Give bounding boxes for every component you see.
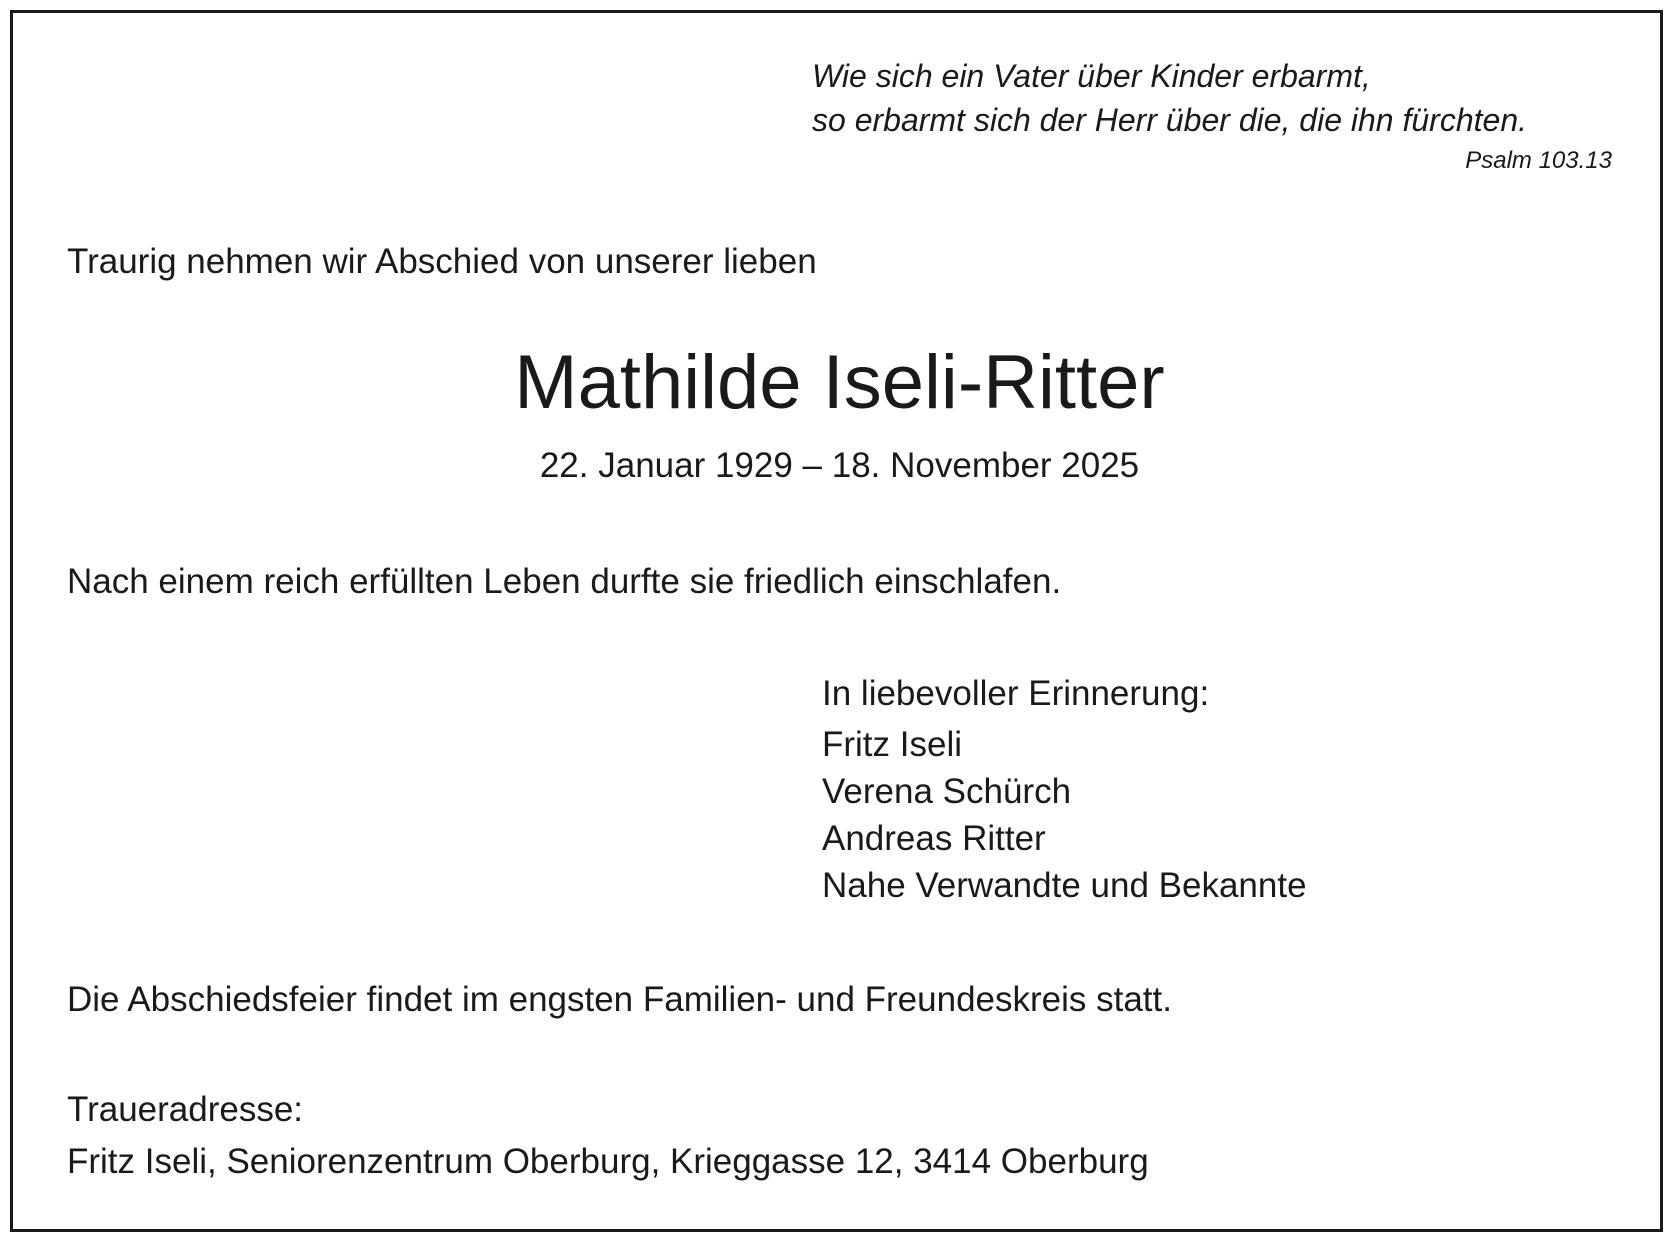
mourner-name: Verena Schürch — [822, 772, 1072, 811]
deceased-name: Mathilde Iseli-Ritter — [514, 340, 1165, 425]
quote-line-1: Wie sich ein Vater über Kinder erbarmt, — [812, 58, 1371, 94]
mourning-address: Fritz Iseli, Seniorenzentrum Oberburg, Krieggasse 12, 3414 Oberburg — [67, 1142, 1149, 1181]
quote-line-2: so erbarmt sich der Herr über die, die ihn fürchten. — [812, 102, 1527, 138]
mourner-name: Andreas Ritter — [822, 819, 1046, 858]
farewell-sentence: Nach einem reich erfüllten Leben durfte sie friedlich einschlafen. — [67, 562, 1062, 601]
mourners-heading: In liebevoller Erinnerung: — [822, 674, 1210, 713]
quote-reference: Psalm 103.13 — [1465, 147, 1612, 174]
mourners-block — [822, 670, 1307, 909]
address-label: Traueradresse: — [67, 1090, 304, 1129]
intro-text: Traurig nehmen wir Abschied von unserer lieben — [67, 242, 817, 281]
ceremony-note: Die Abschiedsfeier findet im engsten Familien- und Freundeskreis statt. — [67, 980, 1172, 1019]
mourner-name: Fritz Iseli — [822, 725, 962, 764]
bible-quote — [812, 54, 1612, 176]
notice-frame — [10, 10, 1663, 1232]
life-dates: 22. Januar 1929 – 18. November 2025 — [539, 446, 1140, 485]
mourner-name: Nahe Verwandte und Bekannte — [822, 866, 1307, 905]
